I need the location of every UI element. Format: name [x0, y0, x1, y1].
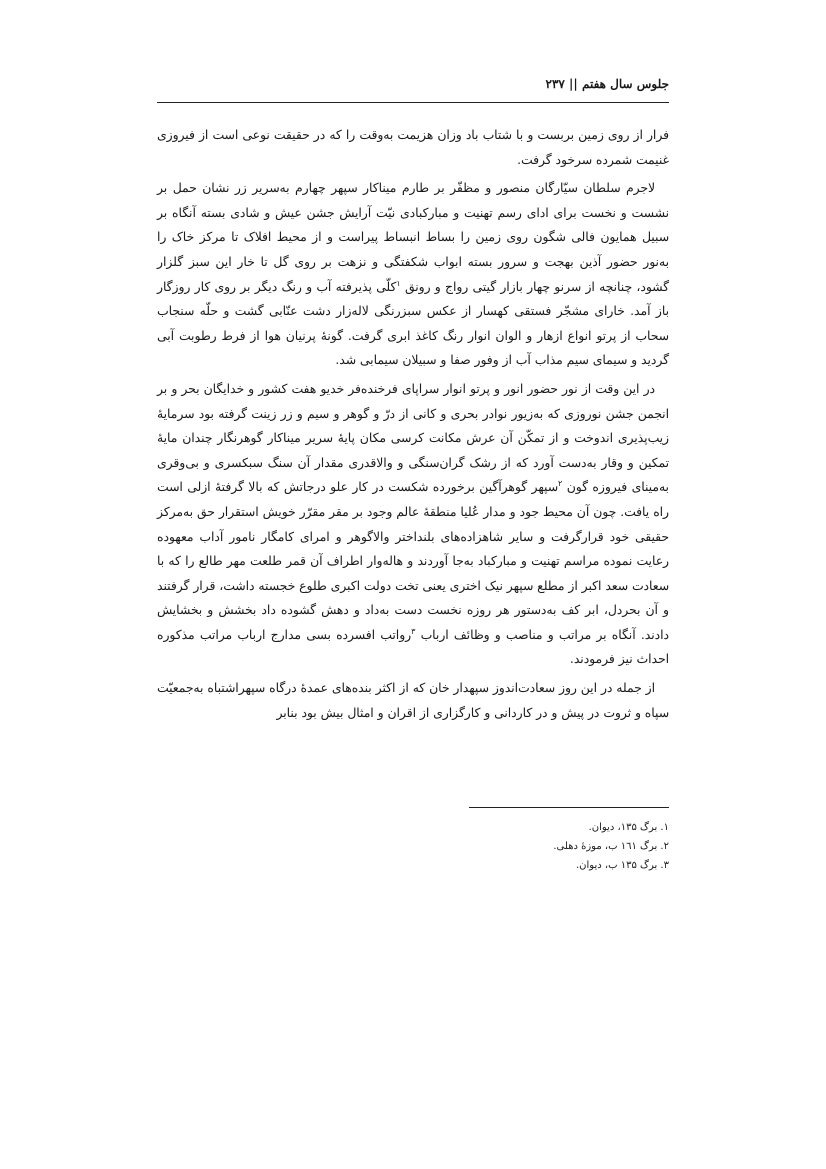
paragraph-1	[157, 123, 669, 172]
paragraph-text: سپهر گوهرآگین برخورده شکست در کار علو درجاتش که بالا گرفتهٔ ازلی است راه یافت. چون آن محیط جود و مدار عُلیا منطقهٔ عالم وجود بر مقر مقرّر خویش استقرار حق به‌مرکز حقیقی خود قرارگرفت و سایر شاهزاده‌های بلنداختر والاگوهر و امرای کامگار نامور آداب معهوده رعایت نموده مراسم تهنیت و مبارکباد به‌جا آوردند و هاله‌وار اطراف آن قمر طلعت مهر طالع را که با سعادت سعد اکبر از مطلع سپهر نیک اختری یعنی تخت دولت اکبری طلوع خجسته داشت، قرار گرفتند و آن بحردل، ابر کف به‌دستور هر روزه نخست دست به‌داد و دهش گشوده داد بخشش و بخشایش دادند. آنگاه بر مراتب و مناصب و وظائف ارباب	[157, 480, 669, 642]
footnote-item: ۳. برگ ۱۳۵ ب، دیوان.	[576, 860, 669, 871]
paragraph-3	[157, 377, 669, 672]
footnote-marker-2[interactable]: ۲	[558, 479, 563, 489]
paragraph-4	[157, 676, 669, 725]
footnote-rule	[469, 807, 669, 808]
footnote-item: ۱. برگ ۱۳۵، دیوان.	[588, 822, 669, 833]
main-text	[157, 123, 669, 729]
paragraph-text: رواتب افسرده بسی مدارج ارباب مراتب مذکوره احداث نیز فرمودند.	[157, 627, 669, 667]
footnote-marker-3[interactable]: ۳	[411, 626, 416, 636]
running-header: جلوس سال هفتم || ۲۳۷	[545, 77, 669, 91]
paragraph-text: در این وقت از نور حضور انور و پرتو انوار سراپای فرخنده‌فر خدیو هفت کشور و خدایگان بحر و بر انجمن جشن نوروزی که به‌زیور نوادر بحری و کانی از درّ و گوهر و سیم و زر زینت گرفته بود سرمایهٔ زیب‌پذیری اندوخت و از تمکّن آن عرش مکانت کرسی مکان پایهٔ سریر میناکار گوهرنگار چندان مایهٔ تمکین و وقار به‌دست آورد که از رشک گران‌سنگی و والاقدری مقدار آن سنگ سبکسری و بی‌وقری به‌مینای فیروزه گون	[157, 381, 669, 495]
footnotes-list	[157, 818, 669, 875]
footnote-marker-1[interactable]: ۱	[396, 278, 401, 288]
paragraph-text: فرار از روی زمین بربست و با شتاب باد وزان هزیمت به‌وقت را که در حقیقت نوعی است از فیروزی غنیمت شمرده سرخود گرفت.	[157, 128, 669, 167]
paragraph-text: از جمله در این روز سعادت‌اندوز سپهدار خان که از اکثر بنده‌های عمدهٔ درگاه سپهراشتباه به‌جمعیّت سپاه و ثروت در پیش و در کاردانی و کارگزاری از اقران و امثال بیش بود بنابر	[157, 681, 669, 720]
book-page	[157, 0, 669, 1169]
header-rule	[157, 102, 669, 103]
paragraph-2	[157, 176, 669, 373]
footnote-item: ۲. برگ ۱٦١ ب، موزهٔ دهلی.	[553, 841, 669, 852]
paragraph-text: لاجرم سلطان سیّارگان منصور و مظفّر بر طارم میناکار سپهر چهارم به‌سریر زر نشان حمل بر نشست و نخست برای ادای رسم تهنیت و مبارکبادی نیّت آرایش جشن عیش و شادی بسته آنگاه بر سبیل همایون فالی شگون روی زمین را بساط انبساط پیراست و از محیط افلاک تا مرکز خاک را به‌نور حضور آذین بهجت و سرور بسته ابواب شکفتگی و نزهت بر روی گل تا خار این سبز گلزار گشود، چنانچه از سرنو چهار بازار گیتی رواج و رونق	[157, 181, 670, 294]
paragraph-text: کلّی پذیرفته آب و رنگ دیگر بر روی کار روزگار باز آمد. خارای مشجّر فستقی کهسار از عکس سبزرنگی لاله‌زار دشت عنّابی گشت و حلّه سنجاب سحاب از پرتو انواع ازهار و الوان انوار رنگ کاغذ ابری گرفت. گونهٔ پرنیان هوا از فرط رطوبت آبی گردید و سیمای سیم مذاب آب از وفور صفا و سبیلان سیمابی شد.	[157, 279, 669, 368]
